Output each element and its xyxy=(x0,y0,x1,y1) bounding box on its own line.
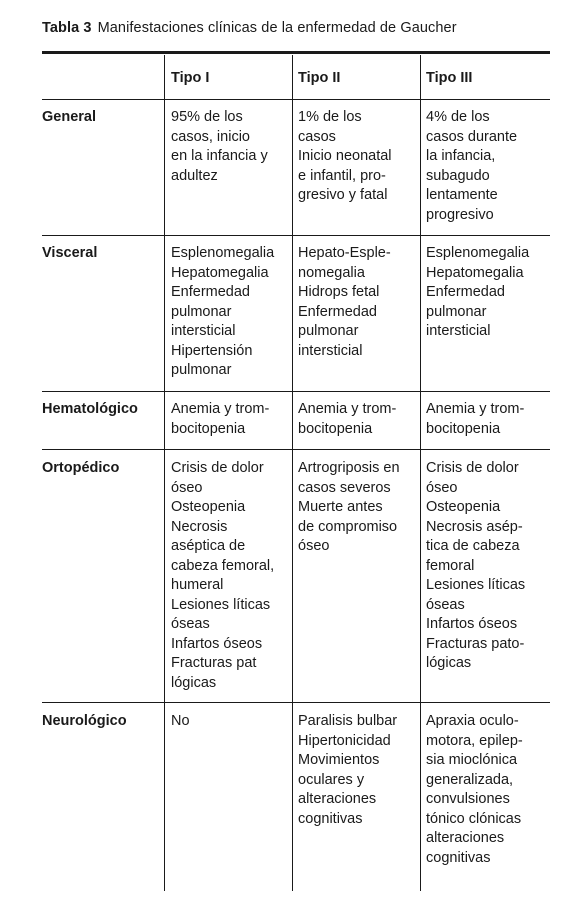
table-cell: Esplenomegalia Hepatomegalia Enfermedad pulmonar intersticial xyxy=(426,245,530,339)
row-label: Ortopédico xyxy=(42,460,120,476)
header-tipo-iii: Tipo III xyxy=(426,70,473,86)
column-divider xyxy=(164,55,165,891)
table-cell: 1% de los casos Inicio neonatal e infantil, pro- gresivo y fatal xyxy=(298,109,392,203)
table-title: Manifestaciones clínicas de la enfermedad de Gaucher xyxy=(97,20,457,36)
table-cell: Hepato-Esple- nomegalia Hidrops fetal Enfermedad pulmonar intersticial xyxy=(298,245,391,359)
header-tipo-i: Tipo I xyxy=(171,70,210,86)
table-caption xyxy=(42,20,457,36)
table-cell: No xyxy=(171,713,190,729)
table-cell: Apraxia oculo- motora, epilep- sia mioclónica generalizada, convulsiones tónico clónicas alteraciones cognitivas xyxy=(426,713,523,866)
table-cell: Crisis de dolor óseo Osteopenia Necrosis asép- tica de cabeza femoral Lesiones líticas óseas Infartos óseos Fracturas pato- lógicas xyxy=(426,460,526,671)
table-cell: Anemia y trom- bocitopenia xyxy=(298,401,397,437)
row-label: General xyxy=(42,109,96,125)
row-divider xyxy=(42,449,550,450)
table-cell: 95% de los casos, inicio en la infancia y adultez xyxy=(171,109,268,184)
row-divider xyxy=(42,391,550,392)
column-divider xyxy=(292,55,293,891)
row-divider xyxy=(42,702,550,703)
table-cell: Crisis de dolor óseo Osteopenia Necrosis aséptica de cabeza femoral, humeral Lesiones líticas óseas Infartos óseos Fracturas pat lógicas xyxy=(171,460,275,691)
table-number: Tabla 3 xyxy=(42,20,92,36)
header-tipo-ii: Tipo II xyxy=(298,70,341,86)
row-divider xyxy=(42,235,550,236)
row-label: Visceral xyxy=(42,245,98,261)
row-label: Neurológico xyxy=(42,713,127,729)
table-cell: Artrogriposis en casos severos Muerte antes de compromiso óseo xyxy=(298,460,400,554)
top-rule xyxy=(42,51,550,54)
table-cell: 4% de los casos durante la infancia, subagudo lentamente progresivo xyxy=(426,109,518,223)
table-cell: Esplenomegalia Hepatomegalia Enfermedad pulmonar intersticial Hipertensión pulmonar xyxy=(171,245,275,378)
table-cell: Anemia y trom- bocitopenia xyxy=(426,401,525,437)
column-divider xyxy=(420,55,421,891)
table-cell: Anemia y trom- bocitopenia xyxy=(171,401,270,437)
row-divider xyxy=(42,99,550,100)
row-label: Hematológico xyxy=(42,401,138,417)
table-cell: Paralisis bulbar Hipertonicidad Movimientos oculares y alteraciones cognitivas xyxy=(298,713,398,827)
